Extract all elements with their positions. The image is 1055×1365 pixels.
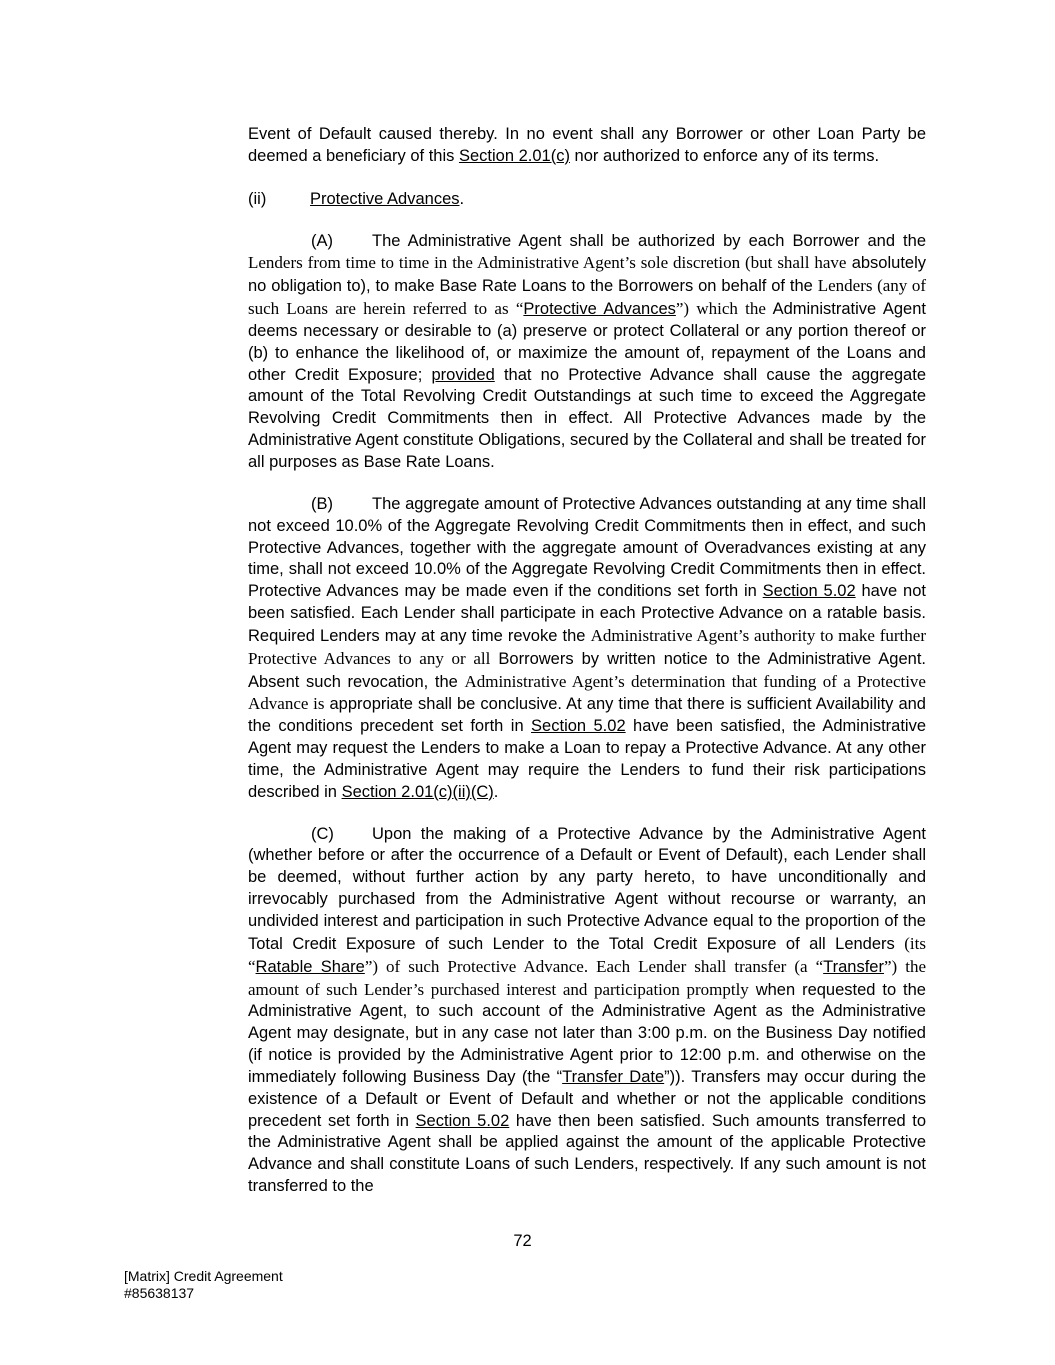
section-reference: Section 5.02 bbox=[762, 582, 856, 601]
paragraph-text: that no Protective Advance shall cause the aggregate amount of the Total Revolving Credit Outstandings at such time to exceed the Aggregate Revolving Credit Commitments then in effect. All Protective Advances made by the Administrative Agent constitute Obligations, secured by the Collateral and shall be treated for all purposes as Base Rate Loans. bbox=[248, 365, 926, 471]
paragraph-text: have been satisfied, the Administrative Agent may request the Lenders to make a Loan to repay a Protective Advance. At any other time, the Administrative Agent may require the Lenders to fund their risk participations described in bbox=[248, 717, 926, 801]
paragraph-text: . bbox=[493, 782, 499, 801]
section-heading bbox=[248, 189, 926, 211]
paragraph-text: (its “ bbox=[248, 933, 926, 976]
defined-term: Protective Advances bbox=[523, 300, 676, 319]
paragraph-text: Borrowers by written notice to the Administrative Agent. Absent such revocation, the bbox=[248, 649, 927, 691]
section-reference: Section 2.01(c) bbox=[458, 146, 570, 165]
defined-term: Transfer bbox=[823, 957, 884, 976]
proviso-term: provided bbox=[431, 365, 495, 384]
paragraph-label: (C) bbox=[311, 824, 334, 843]
intro-text: Event of Default caused thereby. In no event shall any Borrower or other Loan Party be deemed a beneficiary of this bbox=[248, 125, 926, 165]
paragraph-text: Administrative Agent deems necessary or desirable to (a) preserve or protect Collateral or any portion thereof or (b) to enhance the likelihood of, or maximize the amount of, repayment of the Loans and other Credit Exposure; bbox=[248, 300, 926, 384]
paragraph-text: Administrative Agent’s determination that funding of a Protective Advance is bbox=[248, 671, 926, 714]
section-title-period: . bbox=[459, 189, 465, 208]
paragraph-text: Administrative Agent’s authority to make further Protective Advances to any or all bbox=[248, 625, 926, 668]
footer bbox=[124, 1268, 283, 1302]
section-reference: Section 2.01(c)(ii)(C) bbox=[341, 782, 494, 801]
document-body bbox=[248, 124, 926, 1198]
intro-paragraph bbox=[248, 124, 926, 168]
section-number: (ii) bbox=[248, 189, 267, 208]
paragraph-text: ”) which the bbox=[675, 299, 766, 319]
paragraph-text: ”) of such Protective Advance. Each Lender shall transfer (a “ bbox=[364, 956, 824, 976]
section-reference: Section 5.02 bbox=[531, 717, 626, 736]
paragraph-text: The Administrative Agent shall be authorized by each Borrower and the bbox=[372, 231, 926, 250]
paragraph-text: absolutely no obligation to), to make Base Rate Loans to the Borrowers on behalf of the bbox=[248, 254, 926, 296]
paragraph-text: Upon the making of a Protective Advance by the Administrative Agent (whether before or after the occurrence of a Default or Event of Default), each Lender shall be deemed, without further action by any party hereto, to have unconditionally and irrevocably purchased from the Administrative Agent without recourse or warranty, an undivided interest and participation in such Protective Advance equal to the proportion of the Total Credit Exposure of such Lender to the Total Credit Exposure of all Lenders bbox=[248, 824, 926, 953]
paragraph-text: ”)). Transfers may occur during the existence of a Default or Event of Default and whether or not the applicable conditions precedent set forth in bbox=[248, 1067, 926, 1130]
defined-term: Ratable Share bbox=[255, 957, 365, 976]
paragraph-text: have then been satisfied. Such amounts transferred to the Administrative Agent shall be applied against the amount of the applicable Protective Advance and shall constitute Loans of such Lenders, respectively. If any such amount is not transferred to the bbox=[248, 1111, 927, 1196]
paragraph-b bbox=[248, 494, 926, 804]
footer-document-title: [Matrix] Credit Agreement bbox=[124, 1268, 283, 1284]
footer-document-id: #85638137 bbox=[124, 1285, 195, 1301]
paragraph-text: when requested to the Administrative Agent, to such account of the Administrative Agent as the Administrative Agent may designate, but in any case not later than 3:00 p.m. on the Business Day notified (if notice is provided by the Administrative Agent prior to 12:00 p.m. and otherwise on the immediately following Business Day (the “ bbox=[248, 980, 926, 1086]
paragraph-label: (A) bbox=[311, 231, 333, 250]
section-reference: Section 5.02 bbox=[415, 1111, 510, 1130]
paragraph-a bbox=[248, 231, 926, 474]
paragraph-text: Lenders (any of such Loans are herein referred to as “ bbox=[248, 276, 927, 319]
defined-term: Transfer Date bbox=[562, 1067, 665, 1086]
intro-text: nor authorized to enforce any of its terms. bbox=[569, 146, 880, 165]
paragraph-text: Lenders from time to time in the Administrative Agent’s sole discretion (but shall have bbox=[248, 253, 847, 273]
paragraph-text: appropriate shall be conclusive. At any time that there is sufficient Availability and the conditions precedent set forth in bbox=[248, 695, 926, 736]
page-number: 72 bbox=[513, 1232, 532, 1250]
paragraph-c bbox=[248, 824, 926, 1198]
paragraph-text: ”) the amount of such Lender’s purchased interest and participation promptly bbox=[248, 956, 926, 999]
paragraph-text: The aggregate amount of Protective Advances outstanding at any time shall not exceed 10.0% of the Aggregate Revolving Credit Commitments then in effect, and such Protective Advances, together with the aggregate amount of Overadvances existing at any time, shall not exceed 10.0% of the Aggregate Revolving Credit Commitments then in effect. Protective Advances may be made even if the conditions set forth in bbox=[248, 494, 926, 601]
section-title: Protective Advances bbox=[310, 189, 460, 208]
paragraph-text: have not been satisfied. Each Lender shall participate in each Protective Advance on a ratable basis. Required Lenders may at any time revoke the bbox=[248, 582, 926, 645]
paragraph-label: (B) bbox=[311, 494, 333, 513]
